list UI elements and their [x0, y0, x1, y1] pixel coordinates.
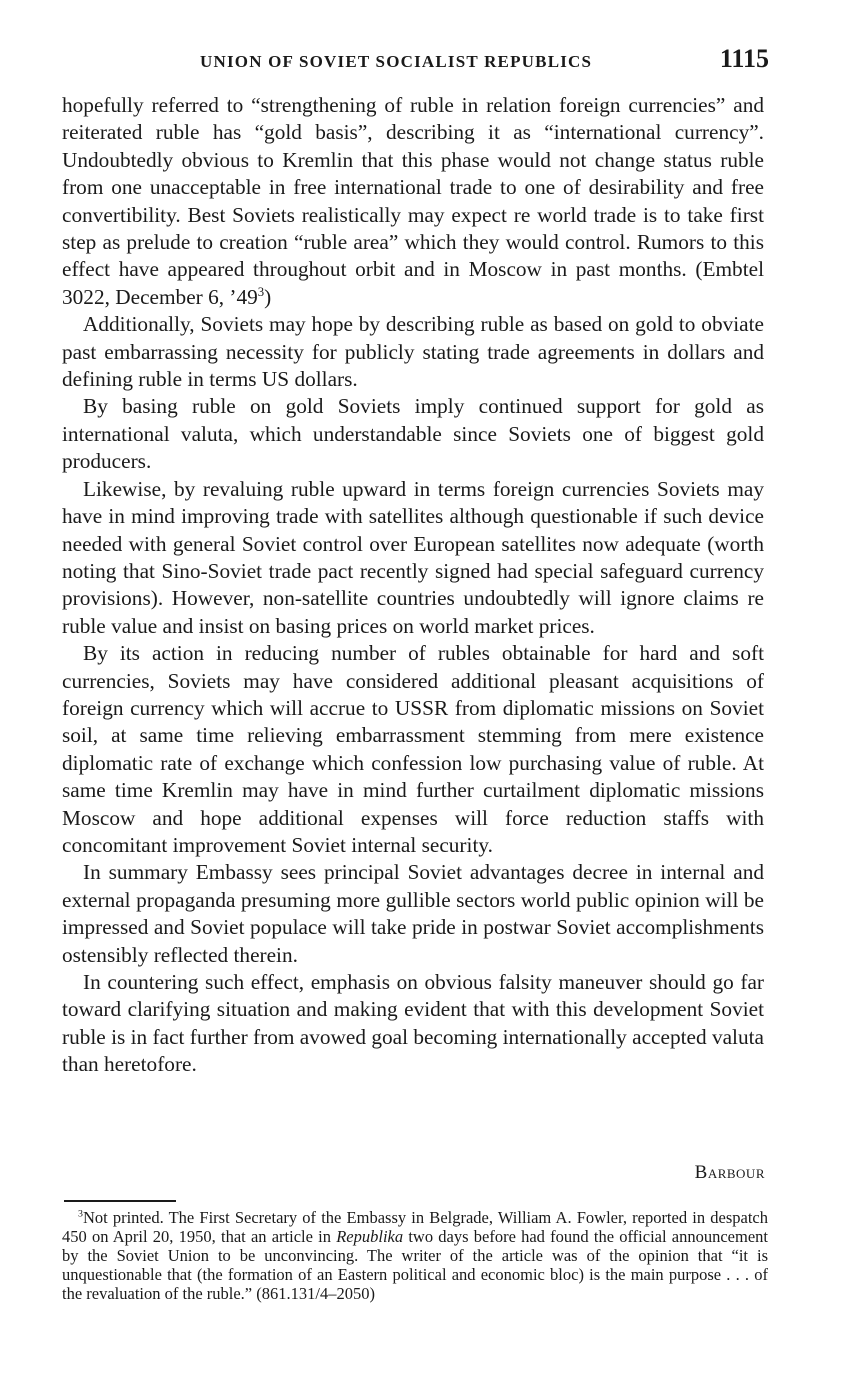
running-title: UNION OF SOVIET SOCIALIST REPUBLICS [200, 52, 593, 71]
paragraph-tail: ) [264, 284, 272, 309]
footnote-text: Not printed. The First Secretary of the Embassy in Belgrade, William A. Fowler, reported in despatch 450 on April 20, 1950, that an article in [62, 1208, 768, 1246]
paragraph-text: hopefully referred to “strengthening of ruble in relation foreign currencies” and reiterated ruble has “gold basis”, describing it as “international currency”. Undoubtedly obvious to Kremlin that this phase would not change status ruble from one unacceptable in free international trade to one of desirability and free convertibility. Best Soviets realistically may expect re world trade is to take first step as prelude to creation “ruble area” which they would control. Rumors to this effect have appeared throughout orbit and in Moscow in past months. (Embtel 3022, December 6, ’49 [62, 93, 764, 309]
paragraph-3: By basing ruble on gold Soviets imply continued support for gold as international valuta, which understandable since Soviets one of biggest gold producers. [62, 394, 764, 474]
footnote-italic-title: Republika [336, 1227, 404, 1246]
paragraph-7: In countering such effect, emphasis on obvious falsity maneuver should go far toward clarifying situation and making evident that with this development Soviet ruble is in fact further from avowed goal becoming internationally accepted valuta than heretofore. [62, 970, 764, 1077]
paragraph-6: In summary Embassy sees principal Soviet advantages decree in internal and external propaganda presuming more gullible sectors world public opinion will be impressed and Soviet populace will take pride in postwar Soviet accomplishments ostensibly reflected therein. [62, 860, 764, 967]
footnote-reference: 3 [257, 284, 265, 299]
footnote [62, 1208, 768, 1303]
paragraph-4: Likewise, by revaluing ruble upward in terms foreign currencies Soviets may have in mind improving trade with satellites although questionable if such device needed with general Soviet control over European satellites now adequate (worth noting that Sino-Soviet trade pact recently signed had special safeguard currency provisions). However, non-satellite countries undoubtedly will ignore claims re ruble value and insist on basing prices on world market prices. [62, 476, 764, 638]
footnote-marker: 3 [78, 1208, 83, 1220]
paragraph-2: Additionally, Soviets may hope by describing ruble as based on gold to obviate past embarrassing necessity for publicly stating trade agreements in dollars and defining ruble in terms US dollars. [62, 312, 764, 392]
paragraph-1 [62, 92, 764, 311]
body-text [62, 92, 764, 1079]
running-head [62, 44, 769, 78]
signature: Barbour [694, 1162, 765, 1183]
footnote-text-after: two days before had found the official announcement by the Soviet Union to be unconvincing. The writer of the article was of the opinion that “it is unquestionable that (the formation of an Eastern political and economic bloc) is the main purpose . . . of the revaluation of the ruble.” (861.131/4–2050) [62, 1227, 768, 1303]
paragraph-5: By its action in reducing number of rubles obtainable for hard and soft currencies, Soviets may have considered additional pleasant acquisitions of foreign currency which will accrue to USSR from diplomatic missions on Soviet soil, at same time relieving embarrassment stemming from mere existence diplomatic rate of exchange which confession low purchasing value of ruble. At same time Kremlin may have in mind further curtailment diplomatic missions Moscow and hope additional expenses will force reduction staffs with concomitant improvement Soviet internal security. [62, 641, 764, 857]
footnote-rule [64, 1200, 176, 1202]
page-number: 1115 [719, 44, 769, 73]
